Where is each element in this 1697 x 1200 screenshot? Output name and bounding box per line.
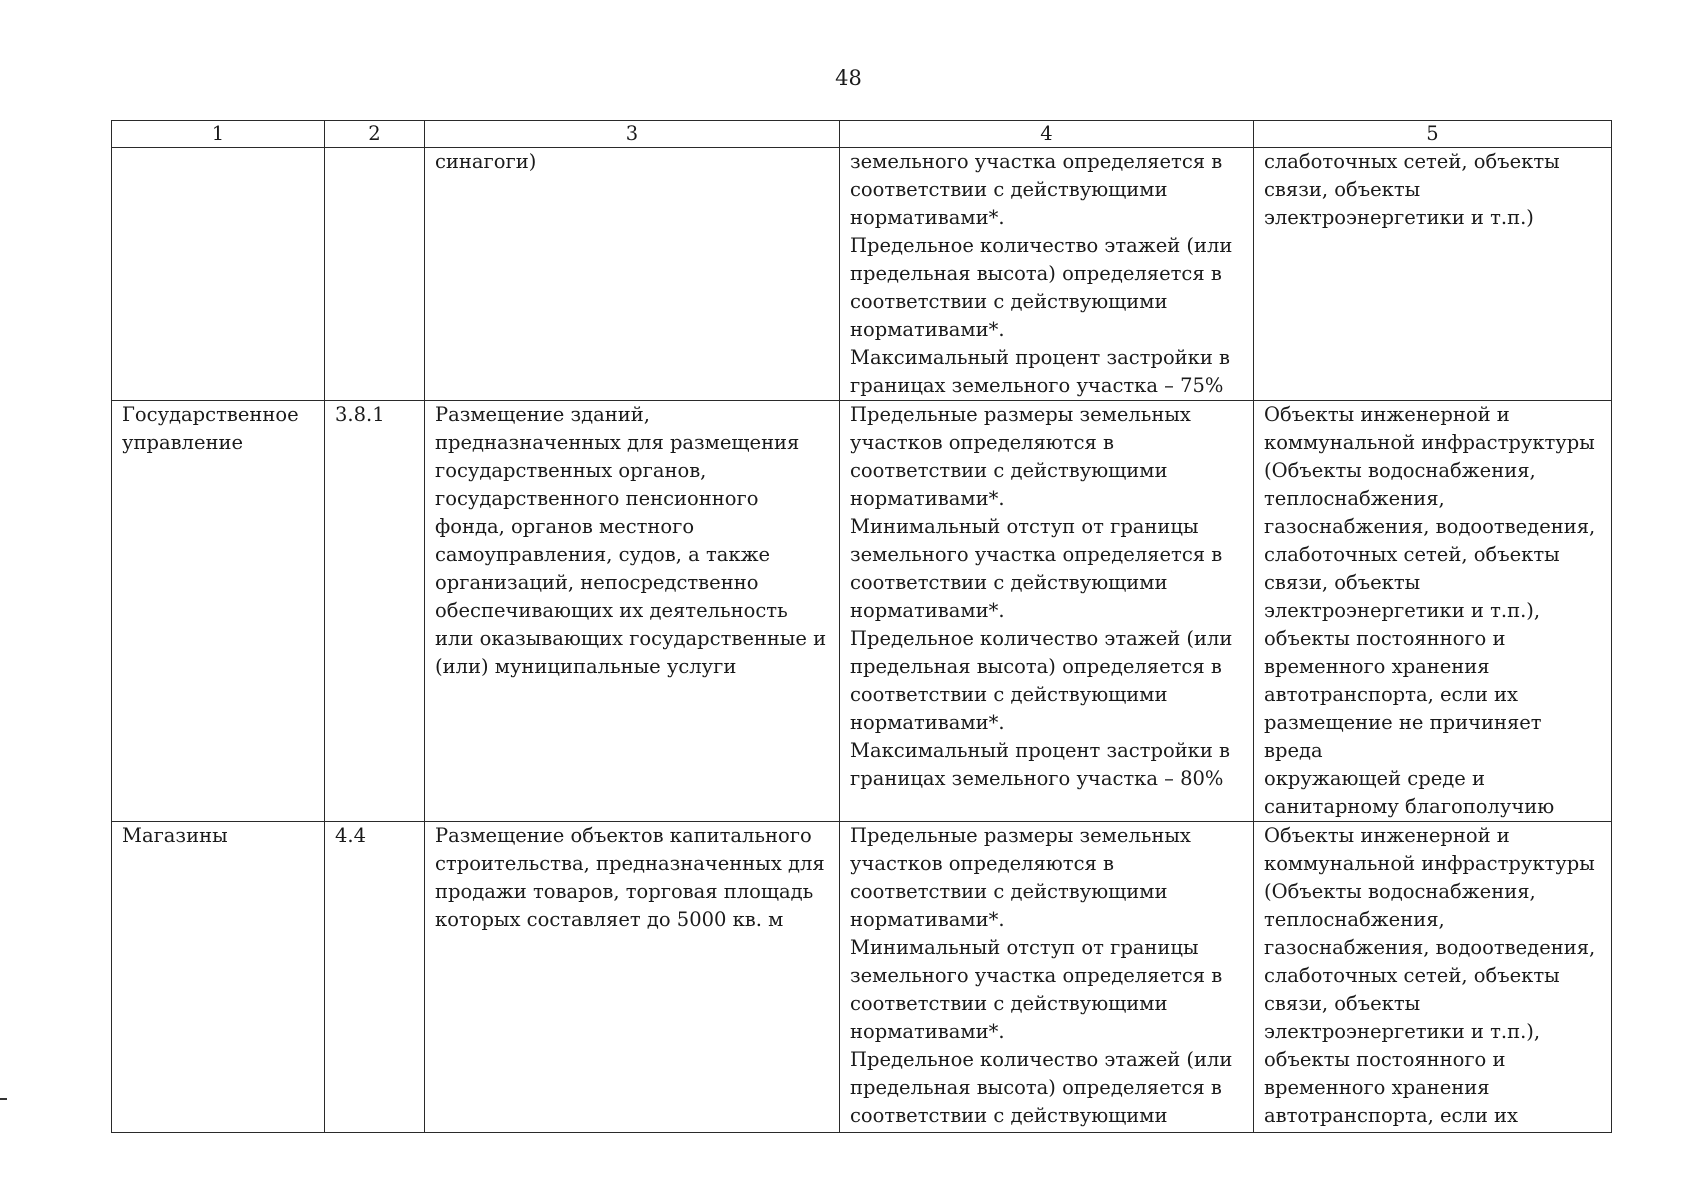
page-number: 48 (835, 66, 862, 90)
auxiliary-text: Объекты инженерной и коммунальной инфраструктуры (Объекты водоснабжения, теплоснабжения, газоснабжения, водоотведения, слаботочных сетей, объекты связи, объекты электроэнергетики и т.п.), объекты постоянного и временного хранения автотранспорта, если их (1264, 824, 1596, 1127)
table-body (112, 148, 1612, 1133)
cell-use-name (112, 401, 325, 822)
use-name-text: Государственное управление (122, 403, 299, 454)
column-header-2: 2 (325, 121, 425, 148)
table-row (112, 822, 1612, 1133)
cell-use-code (325, 822, 425, 1133)
parameters-text: Предельные размеры земельных участков определяются в соответствии с действующими нормативами*. Минимальный отступ от границы земельного участка определяется в соответствии с действующими нормативами*. Предельное количество этажей (или предельная высота) определяется в соответствии с действующими нормативами*. Максимальный процент застройки в границах земельного участка – 80% (850, 403, 1233, 790)
cell-parameters (840, 822, 1254, 1133)
cell-parameters (840, 148, 1254, 401)
use-code-text: 4.4 (335, 824, 367, 847)
cell-use-code (325, 401, 425, 822)
cell-description (425, 148, 840, 401)
parameters-text: Предельные размеры земельных участков определяются в соответствии с действующими нормативами*. Минимальный отступ от границы земельного участка определяется в соответствии с действующими нормативами*. Предельное количество этажей (или предельная высота) определяется в соответствии с действующими (850, 824, 1233, 1127)
cell-use-name (112, 822, 325, 1133)
use-code-text: 3.8.1 (335, 403, 385, 426)
cell-auxiliary (1254, 822, 1612, 1133)
description-text: Размещение зданий, предназначенных для размещения государственных органов, государственного пенсионного фонда, органов местного самоуправления, судов, а также организаций, непосредственно обеспечивающих их деятельность или оказывающих государственные и (или) муниципальные услуги (435, 403, 827, 678)
table-row (112, 148, 1612, 401)
parameters-text: земельного участка определяется в соответствии с действующими нормативами*. Предельное количество этажей (или предельная высота) определяется в соответствии с действующими нормативами*. Максимальный процент застройки в границах земельного участка – 75% (850, 150, 1233, 397)
column-header-1: 1 (112, 121, 325, 148)
column-header-3: 3 (425, 121, 840, 148)
header-row (112, 121, 1612, 148)
margin-mark (0, 1098, 7, 1100)
land-use-table (111, 120, 1612, 1133)
column-header-5: 5 (1254, 121, 1612, 148)
cell-use-name (112, 148, 325, 401)
description-text: синагоги) (435, 150, 537, 173)
cell-auxiliary (1254, 401, 1612, 822)
cell-parameters (840, 401, 1254, 822)
cell-use-code (325, 148, 425, 401)
column-header-4: 4 (840, 121, 1254, 148)
cell-description (425, 822, 840, 1133)
table-header (112, 121, 1612, 148)
use-name-text: Магазины (122, 824, 228, 847)
auxiliary-text: слаботочных сетей, объекты связи, объекты электроэнергетики и т.п.) (1264, 150, 1560, 229)
auxiliary-text: Объекты инженерной и коммунальной инфраструктуры (Объекты водоснабжения, теплоснабжения, газоснабжения, водоотведения, слаботочных сетей, объекты связи, объекты электроэнергетики и т.п.), объекты постоянного и временного хранения автотранспорта, если их размещение не причиняет вреда окружающей среде и санитарному благополучию (1264, 403, 1596, 818)
cell-auxiliary (1254, 148, 1612, 401)
cell-description (425, 401, 840, 822)
table-row (112, 401, 1612, 822)
description-text: Размещение объектов капитального строительства, предназначенных для продажи товаров, торговая площадь которых составляет до 5000 кв. м (435, 824, 825, 931)
